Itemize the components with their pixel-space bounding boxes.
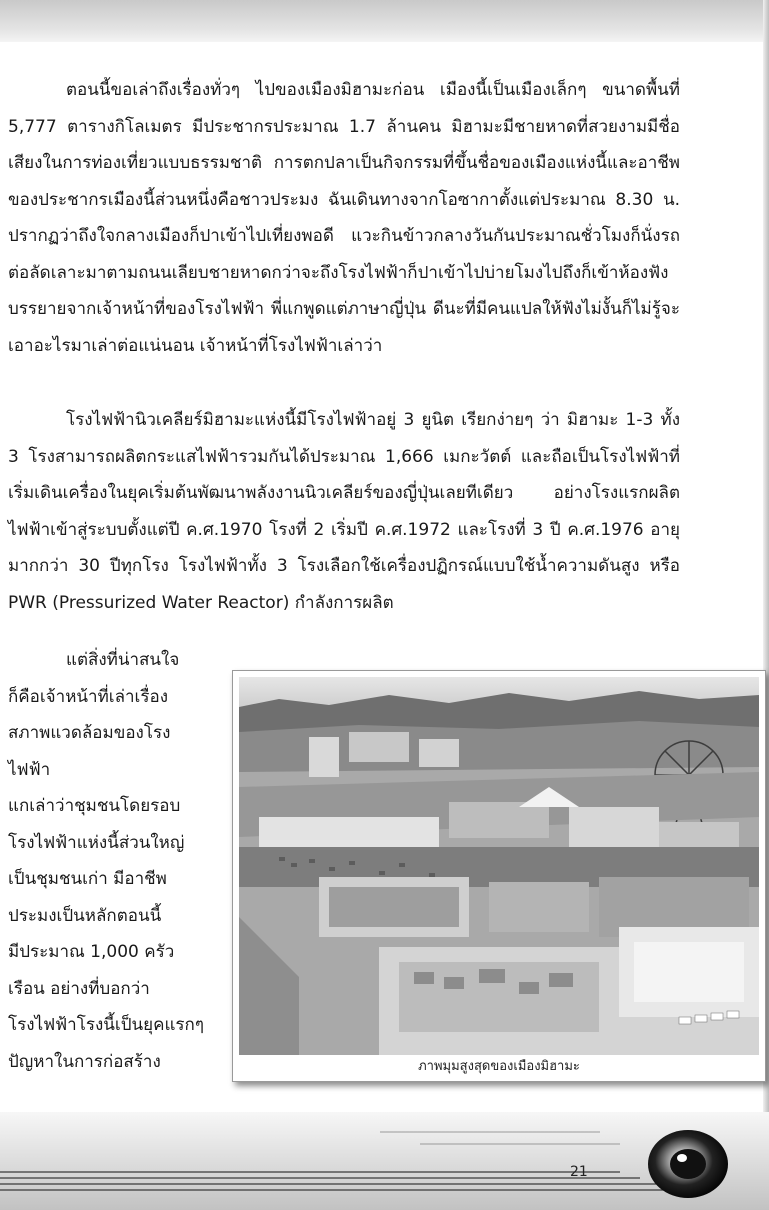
photo-caption: ภาพมุมสูงสุดของเมืองมิฮามะ [418,1059,580,1074]
side-line: ปัญหาในการก่อสร้าง [8,1051,161,1072]
aerial-city-photo [239,677,759,1055]
side-column-text [8,642,204,1080]
page-top-shade [0,0,769,42]
side-line: เป็นชุมชนเก่า มีอาชีพ [8,869,167,889]
lens-orb-icon [630,1112,750,1210]
aerial-city-illustration [239,677,759,1055]
side-line: ก็คือเจ้าหน้าที่เล่าเรื่อง [8,686,168,707]
photo-frame [232,670,766,1082]
side-line: สภาพแวดล้อมของโรงไฟฟ้า [8,723,171,780]
paragraph-town-intro: ตอนนี้ขอเล่าถึงเรื่องทั่วๆ ไปของเมืองมิฮามะก่อน เมืองนี้เป็นเมืองเล็กๆ ขนาดพื้นที่ 5,777 ตารางกิโลเมตร มีประชากรประมาณ 1.7 ล้านคน มิฮามะมีชายหาดที่สวยงามมีชื่อเสียงในการท่องเที่ยวแบบธรรมชาติ การตกปลาเป็นกิจกรรมที่ขึ้นชื่อของเมืองแห่งนี้และอาชีพของประชากรเมืองนี้ส่วนหนึ่งคือชาวประมง ฉันเดินทางจากโอซากาตั้งแต่ประมาณ 8.30 น. ปรากฏว่าถึงใจกลางเมืองก็ปาเข้าไปเที่ยงพอดี แวะกินข้าวกลางวันกันประมาณชั่วโมงก็นั่งรถต่อลัดเลาะมาตามถนนเลียบชายหาดกว่าจะถึงโรงไฟฟ้าก็ปาเข้าไปบ่ายโมงไปถึงก็เข้าห้องฟังบรรยายจากเจ้าหน้าที่ของโรงไฟฟ้า พี่แกพูดแต่ภาษาญี่ปุ่น ดีนะที่มีคนแปลให้ฟังไม่งั้นก็ไม่รู้จะเอาอะไรมาเล่าต่อแน่นอน เจ้าหน้าที่โรงไฟฟ้าเล่าว่า [8,80,680,356]
side-line: มีประมาณ 1,000 ครัว [8,942,175,962]
side-line: แกเล่าว่าชุมชนโดยรอบ [8,796,181,816]
side-line: โรงไฟฟ้าโรงนี้เป็นยุคแรกๆ [8,1015,204,1035]
side-line: เรือน อย่างที่บอกว่า [8,978,150,999]
footer-band [0,1112,769,1210]
side-line: แต่สิ่งที่น่าสนใจ [66,650,180,670]
page-number: 21 [570,1164,588,1180]
side-line: โรงไฟฟ้าแห่งนี้ส่วนใหญ่ [8,832,185,853]
side-line: ประมงเป็นหลักตอนนี้ [8,905,162,926]
paragraph-plant-units: โรงไฟฟ้านิวเคลียร์มิฮามะแห่งนี้มีโรงไฟฟ้าอยู่ 3 ยูนิต เรียกง่ายๆ ว่า มิฮามะ 1-3 ทั้ง 3 โรงสามารถผลิตกระแสไฟฟ้ารวมกันได้ประมาณ 1,666 เมกะวัตต์ และถือเป็นโรงไฟฟ้าที่เริ่มเดินเครื่องในยุคเริ่มต้นพัฒนาพลังงานนิวเคลียร์ของญี่ปุ่นเลยทีเดียว อย่างโรงแรกผลิตไฟฟ้าเข้าสู่ระบบตั้งแต่ปี ค.ศ.1970 โรงที่ 2 เริ่มปี ค.ศ.1972 และโรงที่ 3 ปี ค.ศ.1976 อายุมากกว่า 30 ปีทุกโรง โรงไฟฟ้าทั้ง 3 โรงเลือกใช้เครื่องปฏิกรณ์แบบใช้น้ำความดันสูง หรือ PWR (Pressurized Water Reactor) กำลังการผลิต [8,410,680,613]
